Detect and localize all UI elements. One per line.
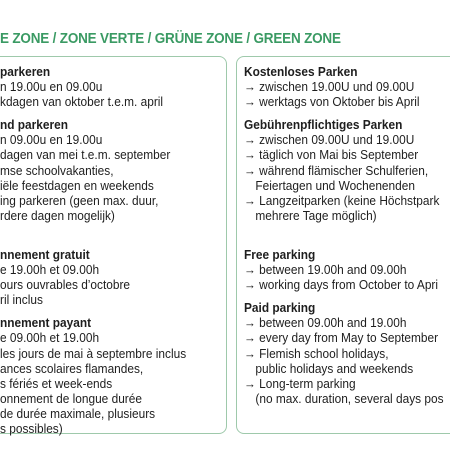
section-line: → Flemish school holidays,	[244, 346, 389, 361]
section-line: les jours de mai à septembre inclus	[0, 346, 187, 361]
english-paid-section	[244, 301, 444, 407]
section-line: ing parkeren (geen max. duur,	[0, 193, 159, 208]
section-line: → täglich von Mai bis September	[244, 148, 419, 163]
german-paid-section	[244, 118, 444, 224]
section-line: mse schoolvakanties,	[0, 163, 114, 178]
section-line: kdagen van oktober t.e.m. april	[0, 95, 164, 110]
dutch-free-section	[0, 65, 186, 110]
section-line: onnement de longue durée	[0, 391, 142, 406]
section-heading: nnement gratuit	[0, 247, 90, 262]
section-line: e 09.00h et 19.00h	[0, 331, 100, 346]
section-line: rdere dagen mogelijk)	[0, 208, 115, 223]
french-paid-section	[0, 316, 186, 437]
section-line: n 09.00u en 19.00u	[0, 133, 103, 148]
section-line: → between 09.00h and 19.00h	[244, 316, 407, 331]
section-line: ours ouvrables d’octobre	[0, 278, 131, 293]
section-heading: nd parkeren	[0, 118, 68, 133]
section-line: iële feestdagen en weekends	[0, 178, 154, 193]
section-line: → werktags von Oktober bis April	[244, 95, 420, 110]
section-line: s possibles)	[0, 421, 63, 436]
section-heading: Kostenloses Parken	[244, 65, 358, 79]
left-column	[0, 65, 186, 445]
section-line: public holidays and weekends	[255, 361, 414, 376]
section-line: → every day from May to September	[244, 331, 439, 346]
section-line: → zwischen 09.00U und 19.00U	[244, 133, 415, 148]
section-line: → between 19.00h and 09.00h	[244, 263, 407, 278]
french-free-section	[0, 248, 186, 308]
zone-header: E ZONE / ZONE VERTE / GRÜNE ZONE / GREEN ZONE	[0, 31, 341, 47]
section-line: ril inclus	[0, 293, 43, 308]
section-line: e 19.00h et 09.00h	[0, 263, 100, 278]
section-line: mehrere Tage möglich)	[255, 208, 377, 223]
section-line: dagen van mei t.e.m. september	[0, 148, 171, 163]
section-line: Feiertagen und Wochenenden	[255, 178, 415, 193]
section-heading: nnement payant	[0, 316, 92, 331]
section-line: de durée maximale, plusieurs	[0, 406, 156, 421]
section-line: → zwischen 19.00U und 09.00U	[244, 80, 415, 95]
section-heading: Free parking	[244, 247, 316, 262]
section-line: s fériés et week-ends	[0, 376, 113, 391]
section-line: → working days from October to Apri	[244, 278, 439, 293]
section-line: (no max. duration, several days pos	[255, 391, 444, 406]
section-heading: Gebührenpflichtiges Parken	[244, 118, 403, 133]
section-heading: Paid parking	[244, 301, 316, 316]
dutch-paid-section	[0, 118, 186, 224]
german-free-section	[244, 65, 444, 110]
english-free-section	[244, 248, 444, 293]
section-heading: parkeren	[0, 65, 51, 79]
right-column	[244, 65, 444, 415]
section-line: n 19.00u en 09.00u	[0, 80, 103, 95]
section-line: → Long-term parking	[244, 376, 356, 391]
section-line: ances scolaires flamandes,	[0, 361, 144, 376]
section-line: → während flämischer Schulferien,	[244, 163, 429, 178]
section-line: → Langzeitparken (keine Höchstpark	[244, 193, 440, 208]
